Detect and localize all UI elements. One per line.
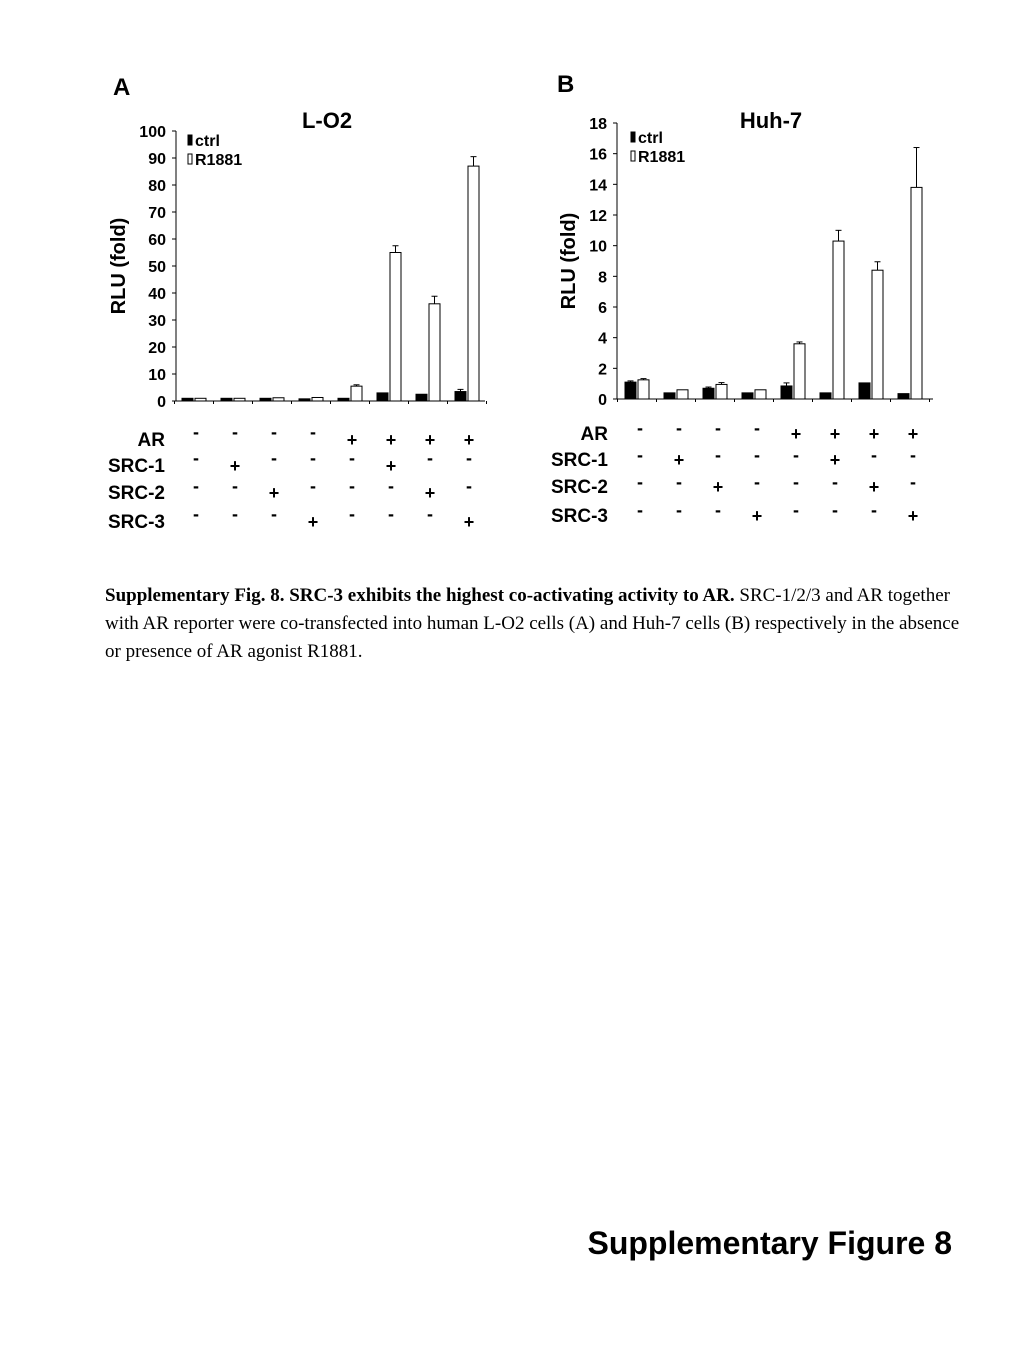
chart2-bar-ctrl <box>820 393 831 399</box>
chart2-condition-mark: - <box>637 472 643 492</box>
chart1-condition-mark: + <box>463 430 475 450</box>
chart1-condition-mark: - <box>310 476 316 496</box>
chart2-bar-r1881 <box>794 344 805 399</box>
chart2-condition-mark: + <box>868 424 880 444</box>
panel-a-letter: A <box>113 74 131 101</box>
chart1-condition-mark: - <box>310 422 316 442</box>
chart2-bar-r1881 <box>677 390 688 399</box>
chart2-y-tick-label: 16 <box>589 146 607 164</box>
chart1-condition-mark: - <box>232 504 238 524</box>
chart2-condition-mark: + <box>673 450 685 470</box>
chart1-condition-label: SRC-3 <box>107 512 165 533</box>
chart1-y-tick-label: 60 <box>148 232 166 249</box>
chart2-legend-swatch-ctrl <box>631 132 635 142</box>
chart2-y-tick-label: 2 <box>598 361 607 379</box>
chart2-bar-ctrl <box>664 393 675 399</box>
chart1-condition-label: SRC-1 <box>107 456 165 477</box>
panel-b-letter: B <box>557 71 575 98</box>
chart1-condition-mark: - <box>232 476 238 496</box>
chart2-title: Huh-7 <box>739 108 803 133</box>
chart2-y-tick-label: 4 <box>598 330 607 348</box>
chart2-bar-r1881 <box>638 380 649 399</box>
chart2-condition-mark: + <box>907 424 919 444</box>
chart1-title: L-O2 <box>301 108 353 133</box>
chart2-condition-mark: - <box>754 445 760 465</box>
chart2-bar-ctrl <box>898 394 909 399</box>
chart2-bar-ctrl <box>859 383 870 399</box>
chart2-condition-mark: - <box>715 500 721 520</box>
chart1-condition-mark: - <box>271 422 277 442</box>
chart2-condition-mark: - <box>832 500 838 520</box>
chart1-condition-mark: + <box>268 483 280 503</box>
chart2-condition-label: SRC-1 <box>550 450 608 471</box>
chart2-condition-mark: - <box>910 472 916 492</box>
chart2-condition-label: SRC-2 <box>550 477 608 498</box>
chart2-legend-label: R1881 <box>638 149 686 166</box>
chart2-y-tick-label: 8 <box>598 269 607 287</box>
figure-caption <box>105 582 965 666</box>
chart1-bar-r1881 <box>273 398 284 401</box>
chart1-y-tick-label: 70 <box>148 205 166 222</box>
chart2-condition-mark: + <box>907 506 919 526</box>
chart1-condition-mark: - <box>349 504 355 524</box>
chart2-condition-mark: + <box>751 506 763 526</box>
chart1-y-tick-label: 30 <box>148 313 166 330</box>
chart1-condition-mark: - <box>193 504 199 524</box>
chart1-condition-mark: - <box>271 504 277 524</box>
chart1-y-tick-label: 50 <box>148 259 166 276</box>
chart2-condition-mark: - <box>676 472 682 492</box>
chart2-y-tick-label: 10 <box>589 238 607 256</box>
chart1-condition-mark: - <box>427 504 433 524</box>
chart1-y-tick-label: 80 <box>148 178 166 195</box>
chart1-y-tick-label: 40 <box>148 286 166 303</box>
chart1-condition-mark: - <box>232 422 238 442</box>
chart2-y-tick-label: 12 <box>589 208 607 225</box>
chart1-condition-label: AR <box>137 430 165 451</box>
chart2-condition-mark: - <box>832 472 838 492</box>
chart2-condition-mark: - <box>637 500 643 520</box>
chart2-bar-r1881 <box>755 390 766 399</box>
chart2-condition-mark: + <box>829 450 841 470</box>
chart2-y-tick-label: 18 <box>589 116 607 133</box>
chart2-bar-r1881 <box>833 241 844 399</box>
chart2-condition-mark: - <box>793 500 799 520</box>
chart2-bar-ctrl <box>742 393 753 399</box>
chart1-legend-swatch-r1881 <box>188 154 192 164</box>
chart1-condition-mark: + <box>307 512 319 532</box>
chart2-condition-mark: - <box>637 418 643 438</box>
chart2-bar-r1881 <box>872 270 883 399</box>
chart1-bar-r1881 <box>390 253 401 402</box>
chart1-bar-r1881 <box>429 304 440 401</box>
chart2-bar-ctrl <box>703 388 714 399</box>
chart1-condition-mark: - <box>466 476 472 496</box>
chart1-condition-mark: + <box>229 456 241 476</box>
chart2-condition-mark: + <box>868 477 880 497</box>
chart2-condition-mark: - <box>676 418 682 438</box>
chart2-condition-mark: - <box>676 500 682 520</box>
chart1-condition-mark: + <box>424 483 436 503</box>
chart2-condition-mark: - <box>871 445 877 465</box>
chart2-condition-mark: - <box>715 418 721 438</box>
chart2-condition-mark: - <box>754 472 760 492</box>
chart2-condition-mark: - <box>754 418 760 438</box>
chart1-condition-mark: - <box>193 476 199 496</box>
chart1-condition-mark: - <box>388 476 394 496</box>
chart1-bar-ctrl <box>338 398 349 401</box>
chart2-condition-mark: + <box>790 424 802 444</box>
chart2-bar-ctrl <box>781 386 792 399</box>
chart2-condition-label: SRC-3 <box>550 506 608 527</box>
chart1-condition-mark: + <box>385 430 397 450</box>
chart1-legend-swatch-ctrl <box>188 135 192 145</box>
chart1-bar-r1881 <box>195 398 206 401</box>
chart1-condition-mark: - <box>388 504 394 524</box>
footer-title: Supplementary Figure 8 <box>587 1225 952 1261</box>
chart1-bar-ctrl <box>182 398 193 401</box>
chart1-y-tick-label: 90 <box>148 151 166 168</box>
chart2-condition-mark: - <box>871 500 877 520</box>
chart2-y-tick-label: 6 <box>598 300 607 317</box>
figure-canvas <box>0 0 1024 570</box>
chart1-bar-ctrl <box>377 393 388 401</box>
chart1-condition-mark: + <box>463 512 475 532</box>
chart1-condition-mark: - <box>193 422 199 442</box>
chart1-y-tick-label: 100 <box>139 124 166 141</box>
chart1-condition-mark: + <box>424 430 436 450</box>
chart1-bar-ctrl <box>416 394 427 401</box>
chart2-y-axis-label: RLU (fold) <box>558 212 580 310</box>
chart1-legend-label: ctrl <box>195 133 220 150</box>
chart1-y-tick-label: 0 <box>157 394 166 411</box>
chart2-condition-mark: - <box>793 445 799 465</box>
chart1-bar-ctrl <box>299 399 310 401</box>
chart1-bar-r1881 <box>234 398 245 401</box>
chart2-bar-r1881 <box>716 384 727 399</box>
chart1-bar-ctrl <box>221 398 232 401</box>
chart2-condition-mark: - <box>793 472 799 492</box>
chart2-bar-ctrl <box>625 382 636 399</box>
chart1-condition-mark: - <box>427 448 433 468</box>
chart1-condition-mark: - <box>310 448 316 468</box>
chart1-bar-r1881 <box>312 397 323 401</box>
chart2-condition-mark: - <box>910 445 916 465</box>
chart1-condition-mark: - <box>349 448 355 468</box>
chart2-condition-mark: - <box>637 445 643 465</box>
chart1-legend-label: R1881 <box>195 152 243 169</box>
caption-body: SRC-1/2/3 and AR together with AR reporter were co-transfected into human L-O2 cells (A) and Huh-7 cells (B) respectively in the absence or presence of AR agonist R1881. <box>105 585 960 662</box>
chart1-condition-mark: + <box>346 430 358 450</box>
chart1-condition-mark: + <box>385 456 397 476</box>
chart1-condition-mark: - <box>193 448 199 468</box>
chart1-condition-mark: - <box>271 448 277 468</box>
chart1-y-axis-label: RLU (fold) <box>108 217 130 315</box>
chart1-condition-mark: - <box>466 448 472 468</box>
chart1-bar-ctrl <box>260 398 271 401</box>
chart2-bar-r1881 <box>911 187 922 399</box>
chart1-condition-mark: - <box>349 476 355 496</box>
chart2-y-tick-label: 14 <box>589 177 607 195</box>
chart2-y-tick-label: 0 <box>598 392 607 409</box>
chart1-bar-ctrl <box>455 392 466 401</box>
chart2-condition-label: AR <box>580 424 608 445</box>
chart1-y-tick-label: 20 <box>148 340 166 357</box>
chart2-legend-swatch-r1881 <box>631 151 635 161</box>
caption-heading: Supplementary Fig. 8. SRC-3 exhibits the highest co-activating activity to AR. <box>105 585 735 606</box>
chart1-y-tick-label: 10 <box>148 367 166 384</box>
chart2-legend-label: ctrl <box>638 130 663 147</box>
chart2-condition-mark: + <box>712 477 724 497</box>
chart1-condition-label: SRC-2 <box>107 483 165 504</box>
chart1-bar-r1881 <box>351 386 362 401</box>
chart2-condition-mark: - <box>715 445 721 465</box>
chart1-bar-r1881 <box>468 166 479 401</box>
chart2-condition-mark: + <box>829 424 841 444</box>
